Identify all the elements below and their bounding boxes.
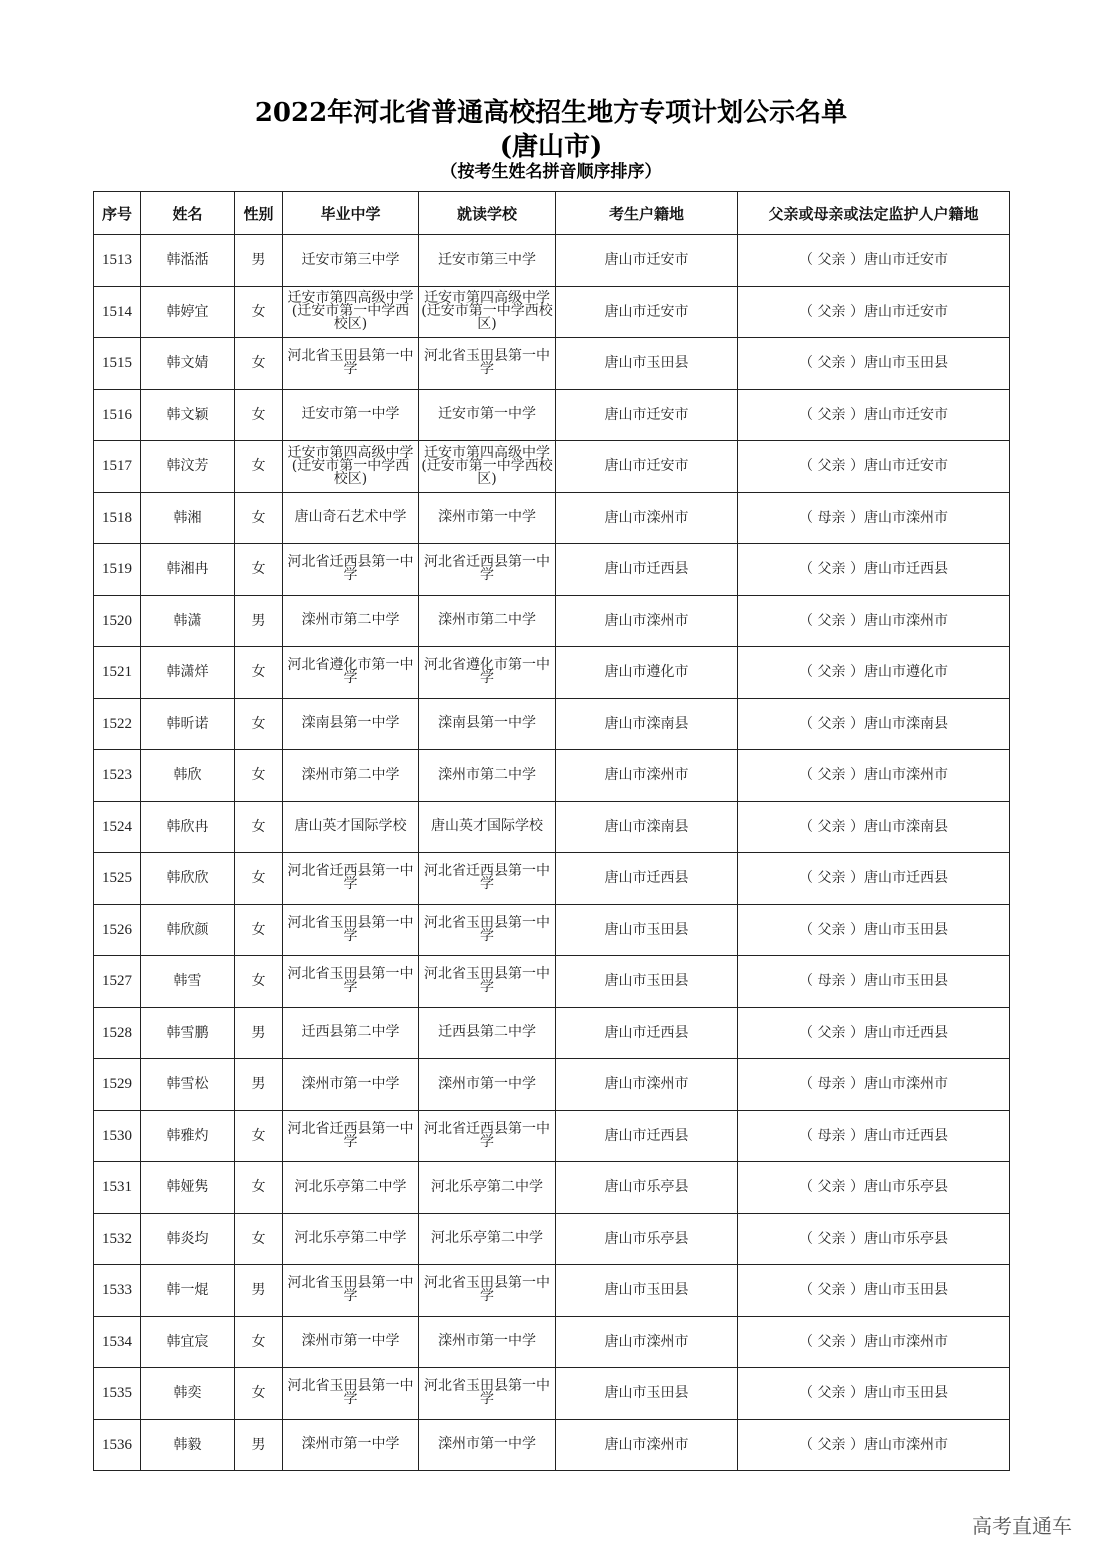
name-cell: 韩欣颜	[141, 904, 235, 956]
household-location-cell: 唐山市玉田县	[556, 904, 738, 956]
seq-cell: 1523	[94, 750, 141, 802]
document-title: 2022年河北省普通高校招生地方专项计划公示名单	[254, 98, 848, 128]
guardian-household-cell: （ 父亲 ）唐山市玉田县	[738, 338, 1010, 390]
seq-cell: 1515	[94, 338, 141, 390]
graduation-school-cell: 滦南县第一中学	[283, 698, 419, 750]
graduation-school-cell: 迁安市第三中学	[283, 235, 419, 287]
household-location-cell: 唐山市遵化市	[556, 647, 738, 699]
column-header: 性别	[235, 192, 283, 235]
graduation-school-cell: 河北省遵化市第一中学	[283, 647, 419, 699]
seq-cell: 1527	[94, 956, 141, 1008]
household-location-cell: 唐山市迁安市	[556, 235, 738, 287]
seq-cell: 1521	[94, 647, 141, 699]
guardian-household-cell: （ 父亲 ）唐山市滦州市	[738, 1316, 1010, 1368]
name-cell: 韩奕	[141, 1368, 235, 1420]
table-row	[94, 1213, 1010, 1265]
gender-cell: 男	[235, 1419, 283, 1471]
gender-cell: 女	[235, 853, 283, 905]
gender-cell: 女	[235, 698, 283, 750]
current-school-cell: 迁安市第四高级中学(迁安市第一中学西校区)	[419, 441, 556, 493]
table-row	[94, 235, 1010, 287]
gender-cell: 女	[235, 647, 283, 699]
seq-cell: 1534	[94, 1316, 141, 1368]
household-location-cell: 唐山市乐亭县	[556, 1162, 738, 1214]
household-location-cell: 唐山市滦南县	[556, 698, 738, 750]
table-row	[94, 441, 1010, 493]
guardian-household-cell: （ 母亲 ）唐山市玉田县	[738, 956, 1010, 1008]
current-school-cell: 迁安市第四高级中学(迁安市第一中学西校区)	[419, 286, 556, 338]
gender-cell: 女	[235, 544, 283, 596]
current-school-cell: 河北乐亭第二中学	[419, 1162, 556, 1214]
guardian-household-cell: （ 父亲 ）唐山市迁安市	[738, 441, 1010, 493]
gender-cell: 女	[235, 441, 283, 493]
guardian-household-cell: （ 父亲 ）唐山市玉田县	[738, 904, 1010, 956]
household-location-cell: 唐山市滦州市	[556, 750, 738, 802]
gender-cell: 女	[235, 286, 283, 338]
table-row	[94, 801, 1010, 853]
name-cell: 韩潇	[141, 595, 235, 647]
table-row	[94, 853, 1010, 905]
current-school-cell: 唐山英才国际学校	[419, 801, 556, 853]
guardian-household-cell: （ 父亲 ）唐山市玉田县	[738, 1368, 1010, 1420]
column-header: 父亲或母亲或法定监护人户籍地	[738, 192, 1010, 235]
seq-cell: 1530	[94, 1110, 141, 1162]
guardian-household-cell: （ 父亲 ）唐山市滦州市	[738, 1419, 1010, 1471]
current-school-cell: 河北省玉田县第一中学	[419, 1368, 556, 1420]
graduation-school-cell: 迁安市第四高级中学(迁安市第一中学西校区)	[283, 441, 419, 493]
current-school-cell: 滦州市第一中学	[419, 1419, 556, 1471]
current-school-cell: 迁西县第二中学	[419, 1007, 556, 1059]
seq-cell: 1513	[94, 235, 141, 287]
guardian-household-cell: （ 母亲 ）唐山市迁西县	[738, 1110, 1010, 1162]
household-location-cell: 唐山市滦州市	[556, 1059, 738, 1111]
table-row	[94, 956, 1010, 1008]
seq-cell: 1528	[94, 1007, 141, 1059]
table-header-row	[94, 192, 1010, 235]
gender-cell: 女	[235, 956, 283, 1008]
graduation-school-cell: 滦州市第一中学	[283, 1316, 419, 1368]
household-location-cell: 唐山市迁西县	[556, 1110, 738, 1162]
current-school-cell: 河北省玉田县第一中学	[419, 904, 556, 956]
name-cell: 韩文婧	[141, 338, 235, 390]
guardian-household-cell: （ 父亲 ）唐山市迁安市	[738, 235, 1010, 287]
gender-cell: 女	[235, 750, 283, 802]
column-header: 毕业中学	[283, 192, 419, 235]
current-school-cell: 河北省迁西县第一中学	[419, 544, 556, 596]
seq-cell: 1526	[94, 904, 141, 956]
gender-cell: 女	[235, 1316, 283, 1368]
table-row	[94, 698, 1010, 750]
graduation-school-cell: 唐山英才国际学校	[283, 801, 419, 853]
guardian-household-cell: （ 父亲 ）唐山市迁西县	[738, 1007, 1010, 1059]
current-school-cell: 河北省遵化市第一中学	[419, 647, 556, 699]
table-row	[94, 286, 1010, 338]
watermark: 高考直通车	[972, 1514, 1072, 1538]
gender-cell: 女	[235, 1368, 283, 1420]
table-row	[94, 1162, 1010, 1214]
column-header: 姓名	[141, 192, 235, 235]
guardian-household-cell: （ 母亲 ）唐山市滦州市	[738, 492, 1010, 544]
graduation-school-cell: 河北省迁西县第一中学	[283, 544, 419, 596]
guardian-household-cell: （ 父亲 ）唐山市滦南县	[738, 801, 1010, 853]
guardian-household-cell: （ 父亲 ）唐山市滦州市	[738, 750, 1010, 802]
gender-cell: 男	[235, 1265, 283, 1317]
gender-cell: 女	[235, 1213, 283, 1265]
household-location-cell: 唐山市滦南县	[556, 801, 738, 853]
table-body	[94, 235, 1010, 1471]
table-row	[94, 750, 1010, 802]
seq-cell: 1533	[94, 1265, 141, 1317]
guardian-household-cell: （ 父亲 ）唐山市迁西县	[738, 544, 1010, 596]
seq-cell: 1525	[94, 853, 141, 905]
current-school-cell: 滦南县第一中学	[419, 698, 556, 750]
guardian-household-cell: （ 父亲 ）唐山市乐亭县	[738, 1162, 1010, 1214]
household-location-cell: 唐山市滦州市	[556, 1419, 738, 1471]
graduation-school-cell: 河北省玉田县第一中学	[283, 338, 419, 390]
current-school-cell: 河北乐亭第二中学	[419, 1213, 556, 1265]
guardian-household-cell: （ 父亲 ）唐山市迁西县	[738, 853, 1010, 905]
household-location-cell: 唐山市玉田县	[556, 1265, 738, 1317]
household-location-cell: 唐山市滦州市	[556, 492, 738, 544]
name-cell: 韩湉湉	[141, 235, 235, 287]
seq-cell: 1514	[94, 286, 141, 338]
sort-note: （按考生姓名拼音顺序排序）	[440, 162, 662, 182]
seq-cell: 1516	[94, 389, 141, 441]
guardian-household-cell: （ 父亲 ）唐山市遵化市	[738, 647, 1010, 699]
household-location-cell: 唐山市滦州市	[556, 1316, 738, 1368]
name-cell: 韩炎均	[141, 1213, 235, 1265]
seq-cell: 1520	[94, 595, 141, 647]
seq-cell: 1529	[94, 1059, 141, 1111]
name-cell: 韩娅隽	[141, 1162, 235, 1214]
graduation-school-cell: 滦州市第二中学	[283, 750, 419, 802]
graduation-school-cell: 河北乐亭第二中学	[283, 1162, 419, 1214]
table-row	[94, 1059, 1010, 1111]
name-cell: 韩欣欣	[141, 853, 235, 905]
graduation-school-cell: 河北省迁西县第一中学	[283, 1110, 419, 1162]
seq-cell: 1535	[94, 1368, 141, 1420]
guardian-household-cell: （ 父亲 ）唐山市滦南县	[738, 698, 1010, 750]
name-cell: 韩雅灼	[141, 1110, 235, 1162]
table-row	[94, 1110, 1010, 1162]
seq-cell: 1518	[94, 492, 141, 544]
gender-cell: 男	[235, 1059, 283, 1111]
table-row	[94, 1265, 1010, 1317]
graduation-school-cell: 迁西县第二中学	[283, 1007, 419, 1059]
current-school-cell: 河北省玉田县第一中学	[419, 1265, 556, 1317]
current-school-cell: 迁安市第三中学	[419, 235, 556, 287]
guardian-household-cell: （ 父亲 ）唐山市玉田县	[738, 1265, 1010, 1317]
current-school-cell: 河北省玉田县第一中学	[419, 956, 556, 1008]
graduation-school-cell: 河北乐亭第二中学	[283, 1213, 419, 1265]
household-location-cell: 唐山市滦州市	[556, 595, 738, 647]
graduation-school-cell: 迁安市第四高级中学(迁安市第一中学西校区)	[283, 286, 419, 338]
table-row	[94, 1368, 1010, 1420]
gender-cell: 女	[235, 338, 283, 390]
name-cell: 韩昕诺	[141, 698, 235, 750]
column-header: 考生户籍地	[556, 192, 738, 235]
table-row	[94, 389, 1010, 441]
household-location-cell: 唐山市迁安市	[556, 286, 738, 338]
name-cell: 韩宜宸	[141, 1316, 235, 1368]
current-school-cell: 滦州市第一中学	[419, 492, 556, 544]
name-cell: 韩婷宜	[141, 286, 235, 338]
name-cell: 韩雪松	[141, 1059, 235, 1111]
guardian-household-cell: （ 父亲 ）唐山市迁安市	[738, 286, 1010, 338]
gender-cell: 女	[235, 801, 283, 853]
current-school-cell: 河北省玉田县第一中学	[419, 338, 556, 390]
roster-table	[93, 191, 1010, 1471]
table-row	[94, 1419, 1010, 1471]
guardian-household-cell: （ 母亲 ）唐山市滦州市	[738, 1059, 1010, 1111]
household-location-cell: 唐山市玉田县	[556, 1368, 738, 1420]
name-cell: 韩湘冉	[141, 544, 235, 596]
guardian-household-cell: （ 父亲 ）唐山市迁安市	[738, 389, 1010, 441]
household-location-cell: 唐山市迁西县	[556, 1007, 738, 1059]
name-cell: 韩欣冉	[141, 801, 235, 853]
seq-cell: 1531	[94, 1162, 141, 1214]
current-school-cell: 河北省迁西县第一中学	[419, 1110, 556, 1162]
household-location-cell: 唐山市迁西县	[556, 544, 738, 596]
guardian-household-cell: （ 父亲 ）唐山市滦州市	[738, 595, 1010, 647]
current-school-cell: 迁安市第一中学	[419, 389, 556, 441]
table-row	[94, 904, 1010, 956]
current-school-cell: 滦州市第一中学	[419, 1059, 556, 1111]
seq-cell: 1519	[94, 544, 141, 596]
graduation-school-cell: 滦州市第二中学	[283, 595, 419, 647]
name-cell: 韩湘	[141, 492, 235, 544]
current-school-cell: 滦州市第一中学	[419, 1316, 556, 1368]
table-row	[94, 492, 1010, 544]
seq-cell: 1522	[94, 698, 141, 750]
graduation-school-cell: 滦州市第一中学	[283, 1419, 419, 1471]
column-header: 序号	[94, 192, 141, 235]
graduation-school-cell: 河北省迁西县第一中学	[283, 853, 419, 905]
gender-cell: 女	[235, 904, 283, 956]
gender-cell: 女	[235, 1162, 283, 1214]
name-cell: 韩毅	[141, 1419, 235, 1471]
table-row	[94, 338, 1010, 390]
name-cell: 韩欣	[141, 750, 235, 802]
name-cell: 韩潇烊	[141, 647, 235, 699]
graduation-school-cell: 唐山奇石艺术中学	[283, 492, 419, 544]
table-row	[94, 647, 1010, 699]
guardian-household-cell: （ 父亲 ）唐山市乐亭县	[738, 1213, 1010, 1265]
gender-cell: 女	[235, 492, 283, 544]
table-row	[94, 544, 1010, 596]
table-row	[94, 1007, 1010, 1059]
current-school-cell: 滦州市第二中学	[419, 595, 556, 647]
household-location-cell: 唐山市迁西县	[556, 853, 738, 905]
graduation-school-cell: 迁安市第一中学	[283, 389, 419, 441]
document-subtitle: (唐山市)	[499, 132, 603, 162]
graduation-school-cell: 滦州市第一中学	[283, 1059, 419, 1111]
table-row	[94, 595, 1010, 647]
household-location-cell: 唐山市玉田县	[556, 338, 738, 390]
seq-cell: 1532	[94, 1213, 141, 1265]
seq-cell: 1517	[94, 441, 141, 493]
gender-cell: 男	[235, 595, 283, 647]
gender-cell: 男	[235, 1007, 283, 1059]
current-school-cell: 滦州市第二中学	[419, 750, 556, 802]
graduation-school-cell: 河北省玉田县第一中学	[283, 904, 419, 956]
name-cell: 韩雪	[141, 956, 235, 1008]
graduation-school-cell: 河北省玉田县第一中学	[283, 1368, 419, 1420]
graduation-school-cell: 河北省玉田县第一中学	[283, 1265, 419, 1317]
seq-cell: 1524	[94, 801, 141, 853]
name-cell: 韩汶芳	[141, 441, 235, 493]
household-location-cell: 唐山市迁安市	[556, 441, 738, 493]
current-school-cell: 河北省迁西县第一中学	[419, 853, 556, 905]
name-cell: 韩文颖	[141, 389, 235, 441]
household-location-cell: 唐山市迁安市	[556, 389, 738, 441]
name-cell: 韩一焜	[141, 1265, 235, 1317]
household-location-cell: 唐山市乐亭县	[556, 1213, 738, 1265]
gender-cell: 女	[235, 389, 283, 441]
table-row	[94, 1316, 1010, 1368]
seq-cell: 1536	[94, 1419, 141, 1471]
graduation-school-cell: 河北省玉田县第一中学	[283, 956, 419, 1008]
household-location-cell: 唐山市玉田县	[556, 956, 738, 1008]
name-cell: 韩雪鹏	[141, 1007, 235, 1059]
gender-cell: 男	[235, 235, 283, 287]
column-header: 就读学校	[419, 192, 556, 235]
gender-cell: 女	[235, 1110, 283, 1162]
